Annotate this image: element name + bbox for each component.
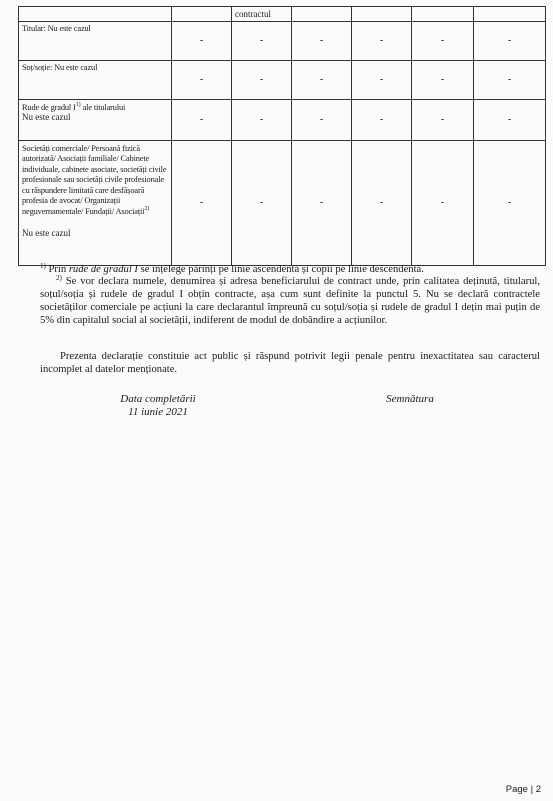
row-label: Titular: Nu este cazul [19, 22, 172, 61]
signature-label: Semnătura [386, 393, 434, 405]
footnote-ref: 2) [144, 205, 150, 212]
footnote-2 [40, 275, 540, 327]
table-cell: - [474, 100, 546, 141]
row-label: Soț/soție: Nu este cazul [19, 61, 172, 100]
header-cell-contractul: contractul [232, 7, 292, 22]
date-label: Data completării [120, 393, 196, 405]
row-label-prefix: Rude de gradul I [22, 103, 76, 113]
date-value: 11 iunie 2021 [128, 406, 188, 418]
row-label [19, 141, 172, 266]
row-label [19, 100, 172, 141]
table-cell: - [292, 61, 352, 100]
table-cell: - [352, 22, 412, 61]
table-header-row [19, 7, 546, 22]
row-status: Nu este cazul [22, 227, 71, 238]
table-cell: - [172, 61, 232, 100]
table-cell: - [352, 61, 412, 100]
footnote-2-mark: 2) [56, 274, 62, 282]
table-row-societati [19, 141, 546, 266]
table-cell: - [412, 141, 474, 266]
table-cell: - [232, 100, 292, 141]
footnote-1-mark: 1) [40, 262, 46, 270]
table-cell: - [292, 22, 352, 61]
completion-date-block [88, 393, 228, 419]
footnote-ref: 1) [75, 102, 81, 109]
footnote-2-text: Se vor declara numele, denumirea și adresa beneficiarului de contract unde, prin calitatea deținută, titularul, soțul/soția și rudele de gradul I obțin contracte, așa cum sunt definite la punctul 5. Nu se declară contractele societăților comerciale pe acțiuni la care declarantul împreună cu soțul/soția și rudele de gradul I dețin mai puțin de 5% din capitalul social al societății, indiferent de modul de dobândire a acțiunilor. [40, 276, 540, 326]
table-cell: - [232, 141, 292, 266]
table-cell: - [474, 22, 546, 61]
table-row-sot-sotie [19, 61, 546, 100]
footnote-1-prefix: Prin [45, 264, 69, 275]
contracts-table [18, 6, 546, 266]
table-cell: - [474, 141, 546, 266]
table-cell: - [474, 61, 546, 100]
table-cell: - [412, 61, 474, 100]
table-cell: - [172, 100, 232, 141]
table-cell: - [292, 100, 352, 141]
footnote-1-text: se înțelege părinți pe linie ascendentă și copii pe linie descendentă. [137, 264, 424, 275]
table-row-rude [19, 100, 546, 141]
row-label-suffix: ale titularului [80, 103, 126, 113]
table-cell: - [412, 22, 474, 61]
row-label-text: Societăți comerciale/ Persoană fizică autorizată/ Asociații familiale/ Cabinete individuale, cabinete asociate, societăți civile profesionale sau societăți civile profesionale cu răspundere limitată care desfășoară profesia de avocat/ Organizații neguvernamentale/ Fundații/ Asociații [22, 144, 167, 216]
table-cell: - [352, 100, 412, 141]
page-number: Page | 2 [505, 784, 541, 795]
table-cell: - [172, 141, 232, 266]
table-cell: - [412, 100, 474, 141]
table-cell: - [172, 22, 232, 61]
table-row-titular [19, 22, 546, 61]
signature-block [360, 393, 460, 406]
table-cell: - [352, 141, 412, 266]
row-status: Nu este cazul [22, 112, 71, 123]
table-cell: - [292, 141, 352, 266]
declaration-paragraph: Prezenta declarație constituie act public și răspund potrivit legii penale pentru inexactitatea sau caracterul incomplet al datelor menționate. [40, 351, 540, 375]
table-cell: - [232, 22, 292, 61]
table-cell: - [232, 61, 292, 100]
footnote-1-term: rude de gradul I [68, 264, 138, 275]
